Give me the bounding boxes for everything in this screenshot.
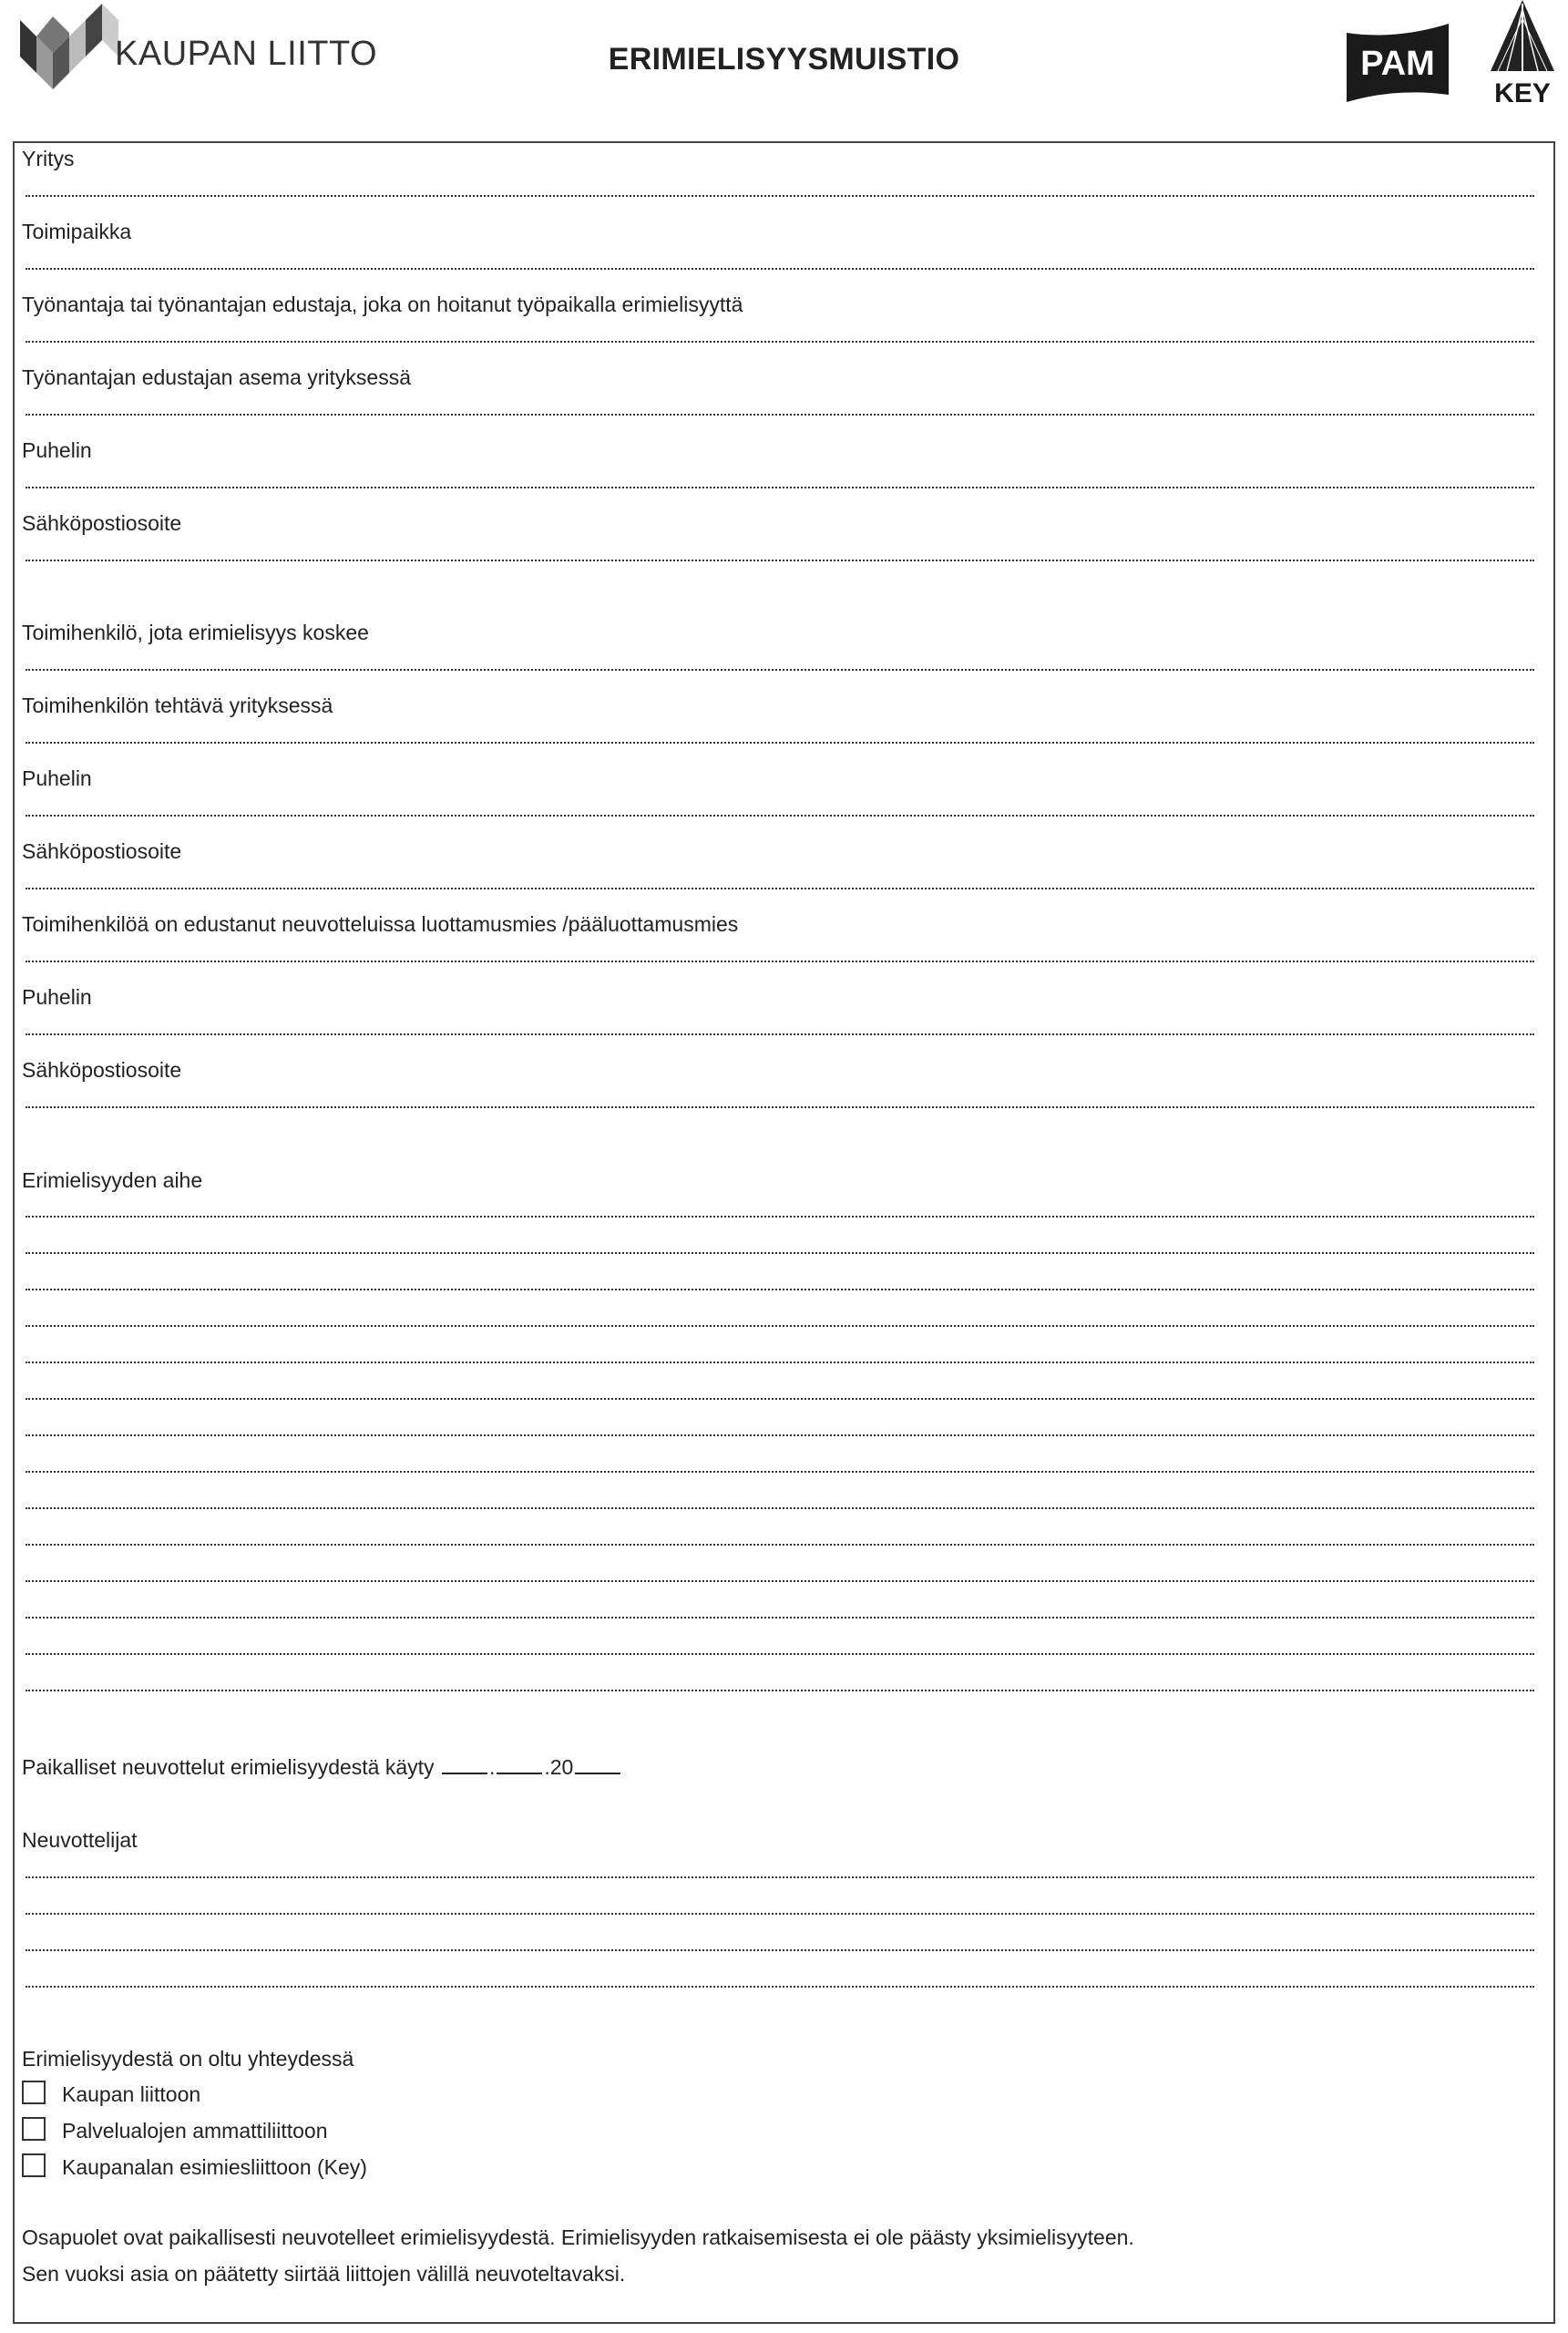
- employer-phone-label: Puhelin: [22, 438, 92, 462]
- pam-checkbox[interactable]: [22, 2117, 46, 2141]
- pam-logo-text: PAM: [1360, 45, 1435, 83]
- date-separator: .: [488, 1755, 496, 1779]
- subject-line[interactable]: [26, 1434, 1534, 1436]
- pam-option-label: Palvelualojen ammattiliittoon: [62, 2119, 328, 2143]
- company-label: Yritys: [22, 147, 75, 170]
- employer-representative-field[interactable]: [26, 341, 1534, 343]
- employee-phone-field[interactable]: [26, 815, 1534, 817]
- location-label: Toimipaikka: [22, 220, 132, 243]
- key-logo-icon: [1481, 0, 1563, 106]
- subject-line[interactable]: [26, 1580, 1534, 1582]
- employee-role-field[interactable]: [26, 742, 1534, 744]
- representative-position-label: Työnantajan edustajan asema yrityksessä: [22, 365, 412, 389]
- negotiators-line[interactable]: [26, 1876, 1534, 1878]
- employer-phone-field[interactable]: [26, 487, 1534, 488]
- subject-line[interactable]: [26, 1252, 1534, 1254]
- page-header: [0, 0, 1568, 137]
- company-field[interactable]: [26, 195, 1534, 197]
- subject-line[interactable]: [26, 1398, 1534, 1400]
- subject-line[interactable]: [26, 1216, 1534, 1218]
- shop-steward-phone-field[interactable]: [26, 1033, 1534, 1035]
- negotiation-date-label: Paikalliset neuvottelut erimielisyydestä käyty: [22, 1755, 435, 1779]
- subject-line[interactable]: [26, 1617, 1534, 1619]
- subject-line[interactable]: [26, 1362, 1534, 1363]
- kaupan-liitto-checkbox[interactable]: [22, 2081, 46, 2104]
- footer-statement-line1: Osapuolet ovat paikallisesti neuvotelleet erimielisyydestä. Erimielisyyden ratkaisemisesta ei ole päästy yksimielisyyteen.: [22, 2225, 1134, 2249]
- employee-email-field[interactable]: [26, 888, 1534, 889]
- footer-statement-line2: Sen vuoksi asia on päätetty siirtää liittojen välillä neuvoteltavaksi.: [22, 2262, 626, 2286]
- subject-line[interactable]: [26, 1690, 1534, 1691]
- page-title: ERIMIELISYYSMUISTIO: [608, 42, 960, 77]
- subject-line[interactable]: [26, 1544, 1534, 1546]
- location-field[interactable]: [26, 268, 1534, 270]
- date-year-blank[interactable]: [575, 1756, 620, 1774]
- shop-steward-email-label: Sähköpostiosoite: [22, 1058, 182, 1082]
- negotiators-line[interactable]: [26, 1986, 1534, 1988]
- subject-line[interactable]: [26, 1507, 1534, 1509]
- year-prefix: .20: [544, 1755, 574, 1779]
- employer-representative-label: Työnantaja tai työnantajan edustaja, joka on hoitanut työpaikalla erimielisyyttä: [22, 293, 743, 316]
- employee-email-label: Sähköpostiosoite: [22, 839, 182, 863]
- key-checkbox[interactable]: [22, 2153, 46, 2177]
- shop-steward-label: Toimihenkilöä on edustanut neuvotteluissa luottamusmies /pääluottamusmies: [22, 912, 739, 936]
- employer-email-label: Sähköpostiosoite: [22, 511, 182, 535]
- kaupan-liitto-option-label: Kaupan liittoon: [62, 2082, 201, 2106]
- employee-role-label: Toimihenkilön tehtävä yrityksessä: [22, 694, 333, 717]
- subject-line[interactable]: [26, 1325, 1534, 1327]
- employer-email-field[interactable]: [26, 560, 1534, 561]
- key-logo-text: KEY: [1494, 78, 1551, 106]
- date-month-blank[interactable]: [497, 1756, 542, 1774]
- date-day-blank[interactable]: [442, 1756, 487, 1774]
- shop-steward-email-field[interactable]: [26, 1106, 1534, 1108]
- subject-label: Erimielisyyden aihe: [22, 1168, 203, 1192]
- shop-steward-phone-label: Puhelin: [22, 985, 92, 1009]
- subject-line[interactable]: [26, 1289, 1534, 1290]
- logo-text: KAUPAN LIITTO: [115, 35, 378, 73]
- subject-line[interactable]: [26, 1471, 1534, 1473]
- key-option-label: Kaupanalan esimiesliittoon (Key): [62, 2155, 367, 2179]
- negotiation-date-row: [22, 1755, 622, 1780]
- negotiators-line[interactable]: [26, 1949, 1534, 1951]
- pam-logo-icon: [1341, 20, 1454, 104]
- contacted-label: Erimielisyydestä on oltu yhteydessä: [22, 2047, 354, 2071]
- negotiators-label: Neuvottelijat: [22, 1828, 138, 1852]
- shop-steward-field[interactable]: [26, 961, 1534, 962]
- negotiators-line[interactable]: [26, 1913, 1534, 1915]
- employee-field[interactable]: [26, 669, 1534, 671]
- form-frame: [13, 141, 1555, 2324]
- representative-position-field[interactable]: [26, 414, 1534, 416]
- employee-phone-label: Puhelin: [22, 766, 92, 790]
- subject-line[interactable]: [26, 1653, 1534, 1655]
- employee-label: Toimihenkilö, jota erimielisyys koskee: [22, 621, 369, 644]
